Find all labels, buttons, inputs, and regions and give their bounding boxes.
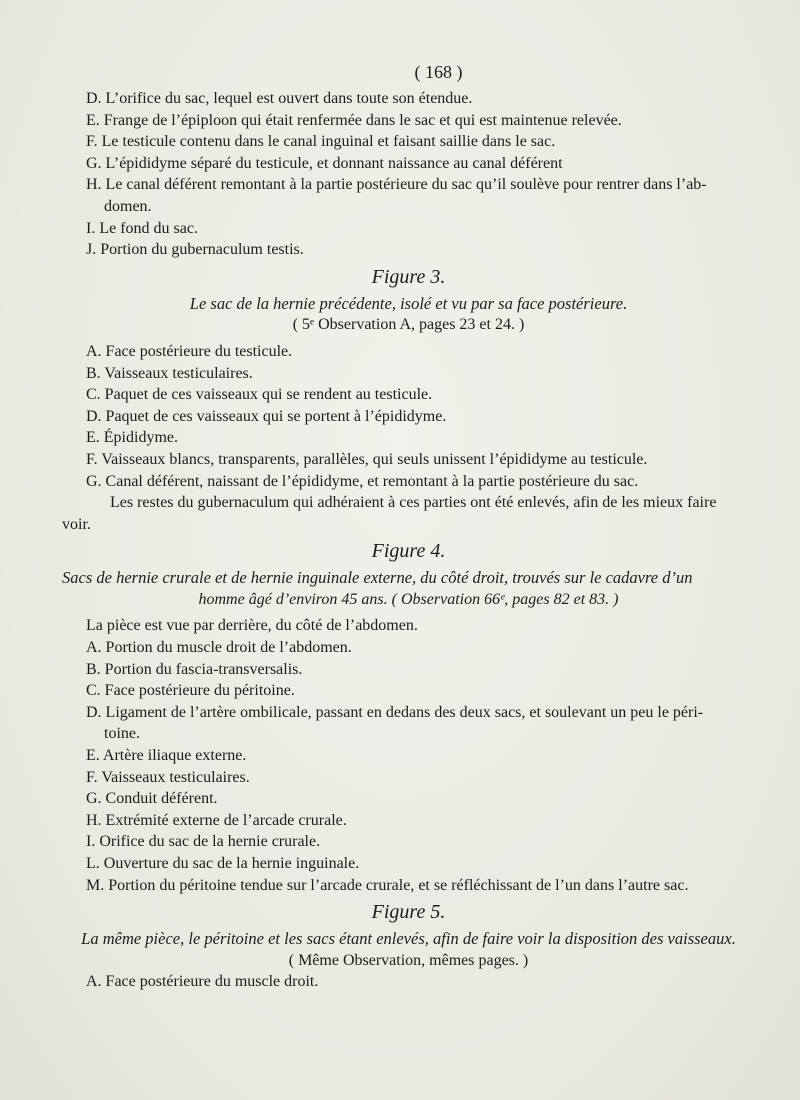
legend-entry: E. Frange de l’épiploon qui était renfermée dans le sac et qui est maintenue relevée. [86, 111, 622, 129]
legend-entry: L. Ouverture du sac de la hernie inguinale. [86, 855, 360, 872]
legend-entry: A. Face postérieure du testicule. [86, 342, 293, 360]
figure-3-caption: Le sac de la hernie précédente, isolé et vu par sa face postérieure. [189, 293, 628, 313]
legend-entry-continuation: domen. [104, 197, 152, 215]
legend-entry: F. Le testicule contenu dans le canal inguinal et faisant saillie dans le sac. [86, 133, 556, 151]
legend-entry: H. Extrémité externe de l’arcade crurale. [86, 811, 347, 829]
legend-entry: I. Orifice du sac de la hernie crurale. [86, 833, 321, 851]
figure-5-reference: ( Même Observation, mêmes pages. ) [288, 951, 529, 969]
legend-entry: B. Portion du fascia-transversalis. [86, 660, 303, 678]
figure-5-title: Figure 5. [371, 901, 446, 924]
legend-entry: G. Conduit déférent. [86, 790, 218, 808]
legend-entry: J. Portion du gubernaculum testis. [86, 241, 304, 259]
figure-3-note: Les restes du gubernaculum qui adhéraient à ces parties ont été enlevés, afin de les mieux faire [110, 494, 717, 512]
legend-entry: G. L’épididyme séparé du testicule, et donnant naissance au canal déférent [86, 154, 563, 172]
figure-3-title: Figure 3. [371, 265, 446, 288]
legend-entry: F. Vaisseaux testiculaires. [86, 768, 250, 786]
legend-entry: I. Le fond du sac. [86, 219, 198, 237]
figure-3-reference: ( 5ᵉ Observation A, pages 23 et 24. ) [292, 316, 525, 334]
legend-entry: A. Face postérieure du muscle droit. [86, 973, 319, 991]
legend-entry: C. Paquet de ces vaisseaux qui se rendent au testicule. [86, 386, 433, 404]
legend-entry-continuation: toine. [104, 725, 140, 743]
figure-4-title: Figure 4. [371, 540, 446, 563]
legend-entry: C. Face postérieure du péritoine. [86, 682, 295, 700]
legend-entry: M. Portion du péritoine tendue sur l’arcade crurale, et se réfléchissant de l’un dans l’autre sac. [86, 876, 689, 894]
legend-entry: D. Paquet de ces vaisseaux qui se portent à l’épididyme. [86, 407, 447, 425]
figure-4-caption: Sacs de hernie crurale et de hernie inguinale externe, du côté droit, trouvés sur le cadavre d’un [62, 568, 693, 588]
legend-entry: F. Vaisseaux blancs, transparents, parallèles, qui seuls unissent l’épididyme au testicule. [86, 450, 648, 468]
legend-entry: H. Le canal déférent remontant à la partie postérieure du sac qu’il soulève pour rentrer dans l’ab- [86, 176, 707, 194]
legend-list-figure-4 [62, 637, 755, 896]
legend-entry: D. L’orifice du sac, lequel est ouvert dans toute son étendue. [86, 90, 473, 107]
figure-4-intro: La pièce est vue par derrière, du côté de l’abdomen. [86, 617, 418, 635]
figure-3-note-continuation: voir. [62, 515, 91, 533]
legend-entry: E. Épididyme. [86, 429, 178, 447]
figure-5-caption: La même pièce, le péritoine et les sacs étant enlevés, afin de faire voir la disposition des vaisseaux. [81, 929, 736, 949]
legend-list-figure-5 [62, 971, 755, 993]
page-number: ( 168 ) [414, 62, 463, 82]
legend-entry: G. Canal déférent, naissant de l’épididyme, et remontant à la partie postérieure du sac. [86, 472, 639, 490]
legend-entry: E. Artère iliaque externe. [86, 747, 247, 765]
legend-list-previous-figure [62, 88, 755, 261]
legend-entry: A. Portion du muscle droit de l’abdomen. [86, 639, 352, 657]
legend-entry: D. Ligament de l’artère ombilicale, passant en dedans des deux sacs, et soulevant un peu le péri- [86, 703, 704, 721]
legend-list-figure-3 [62, 341, 755, 492]
legend-entry: B. Vaisseaux testiculaires. [86, 364, 253, 382]
figure-4-caption-continuation: homme âgé d’environ 45 ans. ( Observation 66ᵉ, pages 82 et 83. ) [198, 590, 619, 608]
